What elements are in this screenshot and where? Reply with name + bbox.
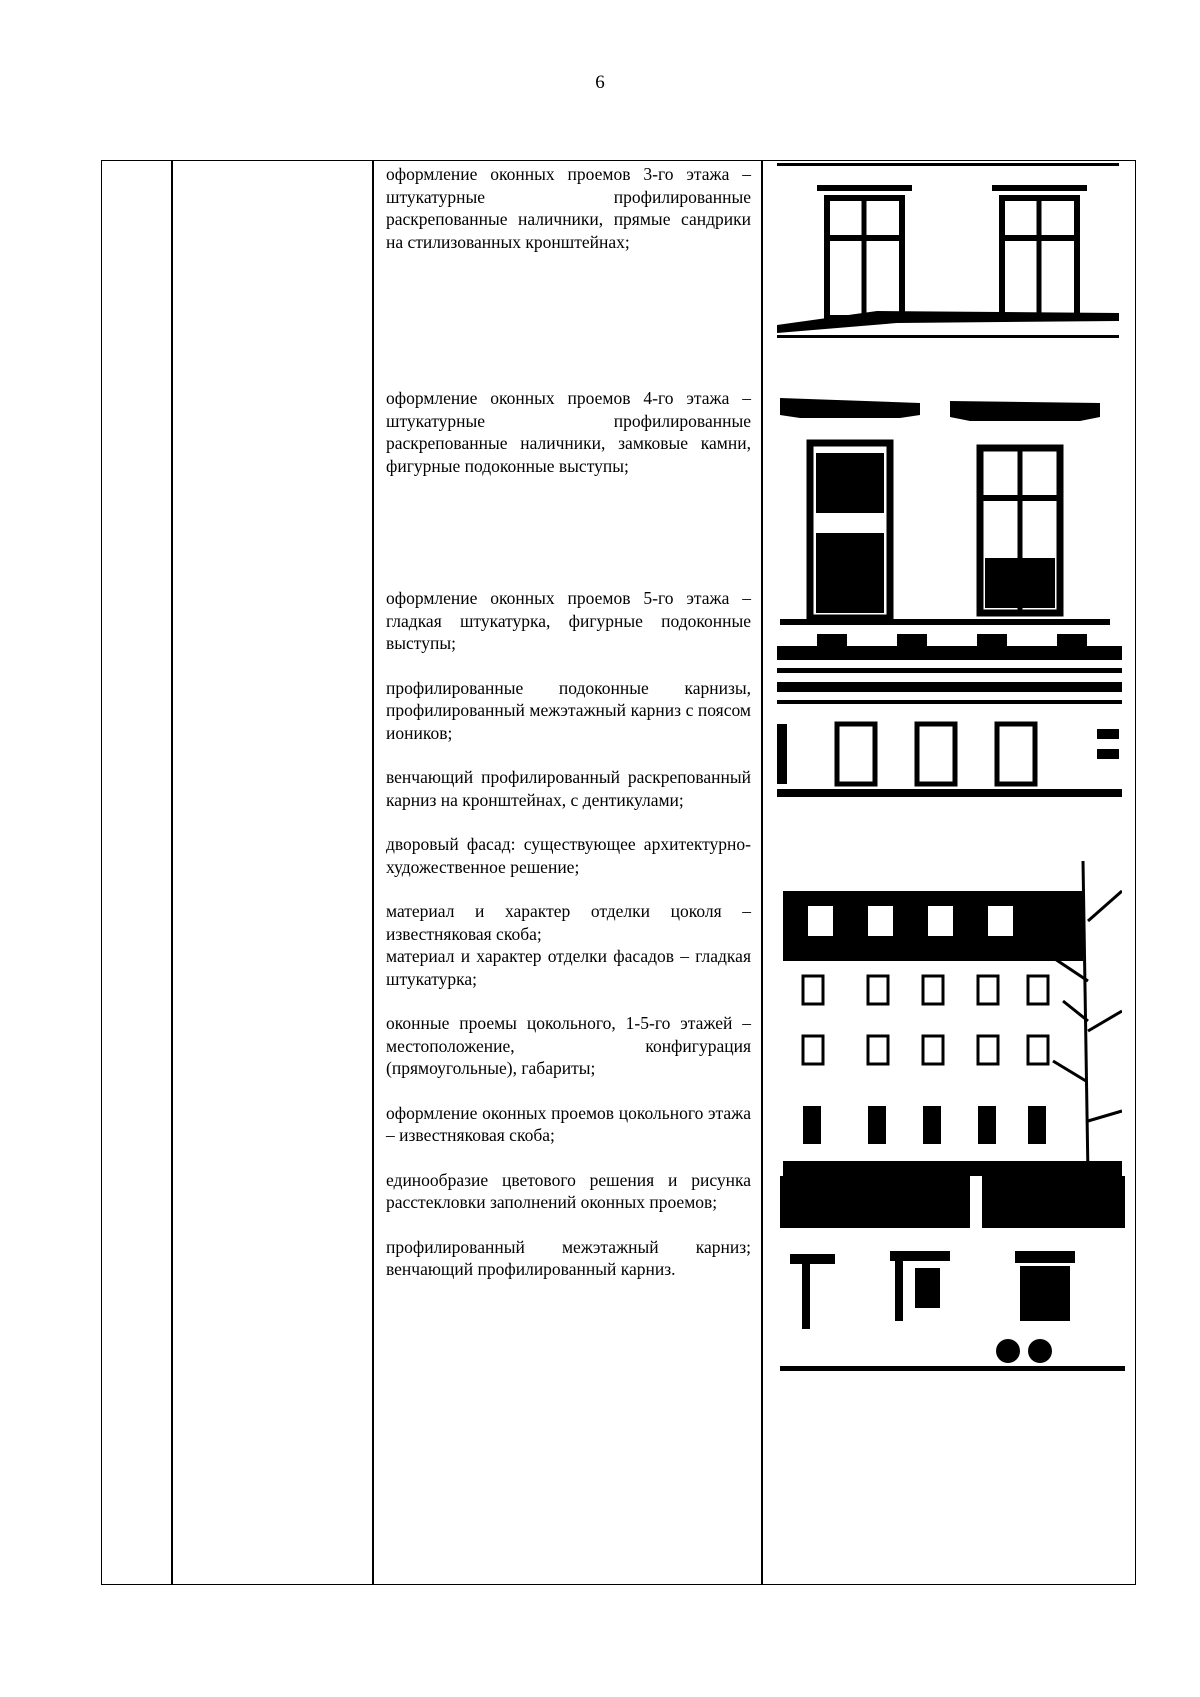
column-divider-2	[372, 161, 374, 1584]
paragraph-cornices: профилированные подоконные карнизы, профилированный межэтажный карниз с поясом иоников;	[386, 677, 751, 743]
paragraph-window-floor-4: оформление оконных проемов 4-го этажа – штукатурные профилированные раскрепованные наличники, замковые камни, фигурные подоконные выступы;	[386, 388, 751, 476]
photo-courtyard-facade	[783, 861, 1122, 1176]
paragraph-window-floor-3: оформление оконных проемов 3-го этажа – штукатурные профилированные раскрепованные наличники, прямые сандрики на стилизованных кронштейнах;	[386, 164, 751, 252]
document-table	[101, 160, 1136, 1585]
description-column	[386, 163, 751, 1281]
photo-windows-floor-4	[780, 393, 1110, 631]
paragraph-window-floor-5: оформление оконных проемов 5-го этажа – гладкая штукатурка, фигурные подоконные выступы;	[386, 588, 751, 653]
paragraph-cornices-courtyard: профилированный межэтажный карниз; венчающий профилированный карниз.	[386, 1236, 751, 1279]
paragraph-window-openings: оконные проемы цокольного, 1-5-го этажей – местоположение, конфигурация (прямоугольные), габариты;	[386, 1013, 751, 1078]
paragraph-glazing: единообразие цветового решения и рисунка расстекловки заполнений оконных проемов;	[386, 1169, 751, 1212]
photo-windows-floor-3	[777, 163, 1119, 338]
paragraph-plinth-windows: оформление оконных проемов цокольного этажа – известняковая скоба;	[386, 1102, 751, 1145]
page-number: 6	[595, 72, 605, 93]
column-divider-1	[171, 161, 173, 1584]
paragraph-facade-material: материал и характер отделки фасадов – гладкая штукатурка;	[386, 946, 751, 989]
photo-cornices	[777, 634, 1122, 809]
column-divider-3	[761, 161, 763, 1584]
photo-column	[777, 161, 1137, 1586]
paragraph-crowning-cornice: венчающий профилированный раскрепованный карниз на кронштейнах, с дентикулами;	[386, 767, 751, 810]
photo-courtyard-windows	[780, 1176, 1125, 1381]
paragraph-courtyard-facade: дворовый фасад: существующее архитектурно-художественное решение;	[386, 834, 751, 877]
paragraph-plinth-material: материал и характер отделки цоколя – известняковая скоба;	[386, 901, 751, 944]
